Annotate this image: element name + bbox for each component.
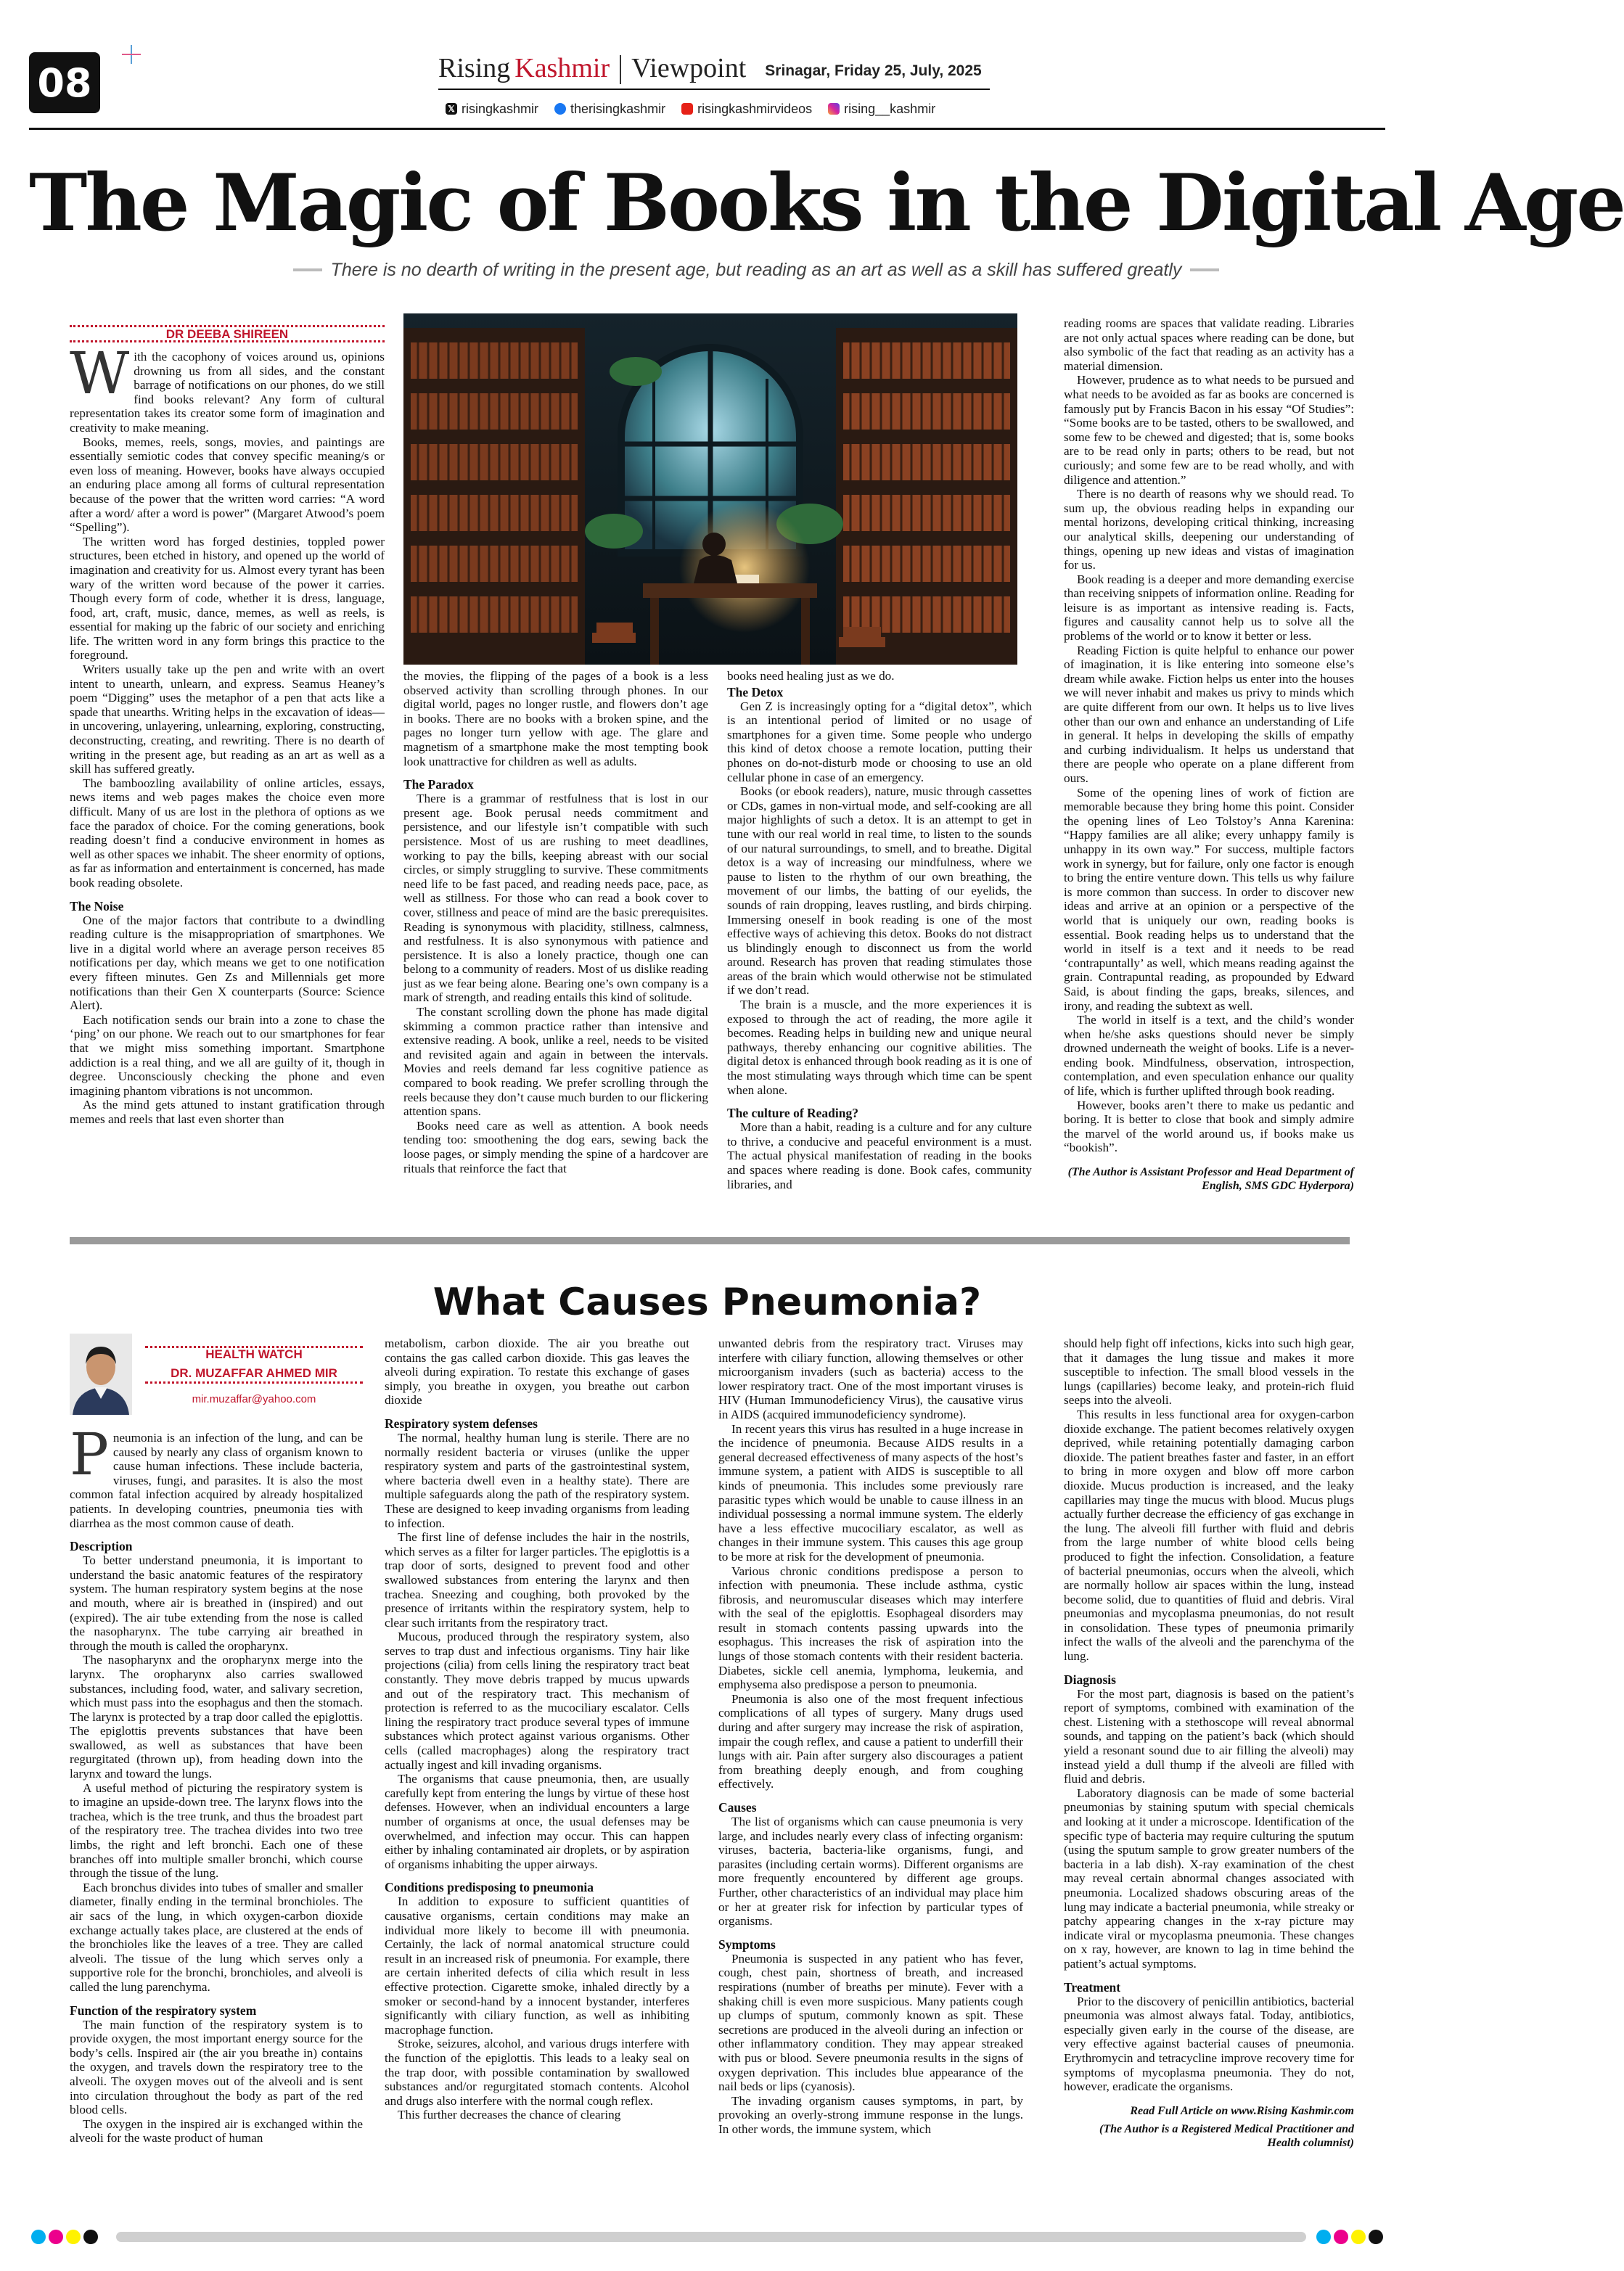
paragraph: There is a grammar of restfulness that is lost in our present age. Book perusal needs commitment and persistence, and our lifestyle isn’t compatible with such persistence. Most of us are rushing to meet deadlines, working to pay the bills, keeping abreast with our social circles, or simply struggling to survive. These commitments need life to be fast paced, and reading needs pace, pace, as well as stillness. For those who can read a book cover to cover, stillness and peace of mind are the basic prerequisites. Reading is synonymous with placidity, stillness, calmness, and restfulness. It is also synonymous with patience and persistence. It is also a lonely practice, though one can belong to a community of readers. Most of us dislike reading just as we fear being alone. Bearing one’s own company is a mark of strength, and reading entails this kind of solitude.: [403, 792, 708, 1005]
paragraph: Books need care as well as attention. A book needs tending too: smoothening the dog ears, sewing back the loose pages, or simply mending the spine of a hardcover are rituals that reinforce the fact that: [403, 1118, 708, 1175]
article1-column-2: [403, 669, 708, 1220]
subheading: The Detox: [727, 684, 784, 699]
section-divider: [70, 1237, 1350, 1244]
author-photo: [70, 1334, 132, 1415]
subheading: Function of the respiratory system: [70, 2003, 257, 2018]
article2-column-4: [1064, 1336, 1354, 2235]
paragraph: One of the major factors that contribute to a dwindling reading culture is the misappropriation of smartphones. We live in a digital world where an average person receives 85 notifications per day, which means we get to one notification every fifteen minutes. Gen Zs and Millennials get more notifications than their Gen X counterparts (Source: Science Alert).: [70, 913, 385, 1013]
paragraph: Pneumonia is suspected in any patient who has fever, cough, chest pain, shortness of breath, and increased respirations (number of breaths per minute). Fever with a shaking chill is even more suspicious. Many patients cough up clumps of sputum, commonly known as spit. These secretions are produced in the alveoli during an infection or other inflammatory condition. They may appear streaked with pus or blood. Severe pneumonia results in the signs of oxygen deprivation. This includes blue appearance of the nail beds or lips (cyanosis).: [718, 1951, 1023, 2094]
social-handle: rising__kashmir: [844, 101, 936, 116]
article1-deck: There is no dearth of writing in the present age, but reading as an art as well as a skill has suffered greatly: [330, 260, 1182, 280]
paragraph: Various chronic conditions predispose a person to infection with pneumonia. These include asthma, cystic fibrosis, and neuromuscular diseases which may interfere with the seal of the epiglottis. Esophageal disorders may result in stomach contents passing upwards into the esophagus. This increases the risk of aspiration into the lungs of those stomach contents with their resident bacteria. Diabetes, sickle cell anemia, lymphoma, leukemia, and emphysema also predispose a person to pneumonia.: [718, 1564, 1023, 1692]
social-instagram[interactable]: [828, 102, 935, 117]
x-icon: 𝕏: [446, 103, 457, 115]
article2-column-2: [385, 1336, 689, 2235]
paragraph: reading rooms are spaces that validate reading. Libraries are not only actual spaces where reading can be done, but also symbolic of the fact that reading as an activity has a material dimension.: [1064, 316, 1354, 373]
subheading: Diagnosis: [1064, 1672, 1116, 1687]
section-label: HEALTH WATCH: [145, 1346, 363, 1362]
dateline: Srinagar, Friday 25, July, 2025: [765, 62, 982, 79]
author-credit: (The Author is a Registered Medical Practitioner and Health columnist): [1099, 2122, 1354, 2149]
library-scene-image: [403, 313, 1017, 665]
social-handles: [446, 99, 997, 119]
color-registration-strip: [29, 2227, 1385, 2246]
subheading: The Paradox: [403, 777, 474, 792]
paragraph: The world in itself is a text, and the child’s wonder when he/she asks questions should never be simply drowned underneath the weight of books. Life is a never-ending book. Mindfulness, observation, introspection, contemplation, and even speculation enhance our quality of life, which is further uplifted through book reading.: [1064, 1013, 1354, 1098]
paragraph: There is no dearth of reasons why we should read. To sum up, the obvious reading helps in expanding our mental horizons, developing critical thinking, increasing our analytical skills, deepening our understanding of things, opening up new ideas and vistas of imagination for us.: [1064, 487, 1354, 572]
paragraph: Books (or ebook readers), nature, music through cassettes or CDs, games in non-virtual mode, and self-cooking are all major highlights of such a detox. It is an attempt to get in tune with our real world in real time, to listen to the sounds of our natural surroundings, to smell, and to breathe. Digital detox is a way of increasing our mindfulness, where we pause to listen to the rhythm of our own breathing, the movement of our limbs, the batting of our eyelids, the sounds of rain dropping, leaves rustling, and birds chirping. Immersing oneself in book reading is one of the most effective ways of achieving this detox. Books do not distract us blindingly enough to disconnect us from the world around. Research has proven that reading stimulates those areas of the brain which would otherwise not be stimulated if we don’t read.: [727, 784, 1032, 998]
social-handle: risingkashmir: [462, 101, 539, 116]
registration-mark-icon: [122, 45, 141, 64]
article2-headline: What Causes Pneumonia?: [432, 1281, 982, 1324]
deck-ornament-right: [1190, 268, 1219, 271]
social-youtube[interactable]: [681, 102, 812, 117]
paragraph: The normal, healthy human lung is sterile. There are no normally resident bacteria or viruses (unlike the upper respiratory system and parts of the gastrointestinal system, where bacteria dwell even in a healthy state). There are multiple safeguards along the path of the respiratory system. These are designed to keep invading organisms from leading to infection.: [385, 1430, 689, 1530]
paragraph: A useful method of picturing the respiratory system is to imagine an upside-down tree. The larynx flows into the trachea, which is the tree trunk, and thus the broadest part of the respiratory tree. The trachea divides into two tree limbs, the right and left bronchi. Each one of these branches off into multiple smaller bronchi, which course through the tissue of the lung.: [70, 1781, 363, 1881]
article1-column-3: [727, 669, 1032, 1220]
instagram-icon: [828, 103, 840, 115]
social-handle: risingkashmirvideos: [697, 101, 813, 116]
paragraph: The bamboozling availability of online articles, essays, news items and web pages makes the choice even more difficult. Many of us are lost in the plethora of options as we face the paradox of choice. For the coming generations, book reading doesn’t find a conducive environment in homes as well as other spaces we inhabit. The sheer enormity of options, as far as information and entertainment is concerned, has made book reading obsolete.: [70, 776, 385, 890]
brand-name-first: Rising: [438, 53, 511, 83]
article1-headline: The Magic of Books in the Digital Age: [29, 157, 1624, 249]
paragraph: ith the cacophony of voices around us, opinions drowning us from all sides, and the constant barrage of notifications on our phones, do we still find books relevant? Any form of cultural representation takes its creator some form of imagination and creativity to make meaning.: [70, 350, 385, 435]
paragraph: The organisms that cause pneumonia, then, are usually carefully kept from entering the lungs by virtue of these host defenses. However, when an individual encounters a large number of organisms at once, the usual defenses may be overwhelmed, and infection may occur. This can happen either by inhaling contaminated air droplets, or by aspiration of organisms inhabiting the upper airways.: [385, 1772, 689, 1871]
author-credit: (The Author is Assistant Professor and Head Department of English, SMS GDC Hyderpora): [1067, 1166, 1354, 1193]
paragraph: Each notification sends our brain into a zone to chase the ‘ping’ on our phone. We reach out to our smartphones for fear that we might miss something important. Smartphone addiction is a real thing, and we all are guilty of it, though in degree. Unconsciously checking the phone and even imagining phantom vibrations is not uncommon.: [70, 1012, 385, 1098]
paragraph: The invading organism causes symptoms, in part, by provoking an overly-strong immune response in the lungs. In other words, the immune system, which: [718, 2093, 1023, 2136]
youtube-icon: [681, 103, 693, 115]
paragraph: neumonia is an infection of the lung, and can be caused by nearly any class of organism known to cause human infections. These include bacteria, viruses, fungi, and parasites. It is also the most common fatal infection acquired by already hospitalized patients. In developing countries, pneumonia ties with diarrhea as the most common cause of death.: [70, 1431, 363, 1530]
article1-column-1: [70, 340, 385, 1246]
subheading: The Noise: [70, 898, 124, 913]
dropcap: P: [70, 1421, 109, 1488]
paragraph: Books, memes, reels, songs, movies, and paintings are essentially semiotic codes that convey specific meaning/s or even loss of meaning. However, books have always occupied an enduring place among all forms of cultural representation because of the power that the written word carries: “A word after a word/ after a word is power” (Margaret Atwood’s poem “Spelling”).: [70, 435, 385, 535]
paragraph: metabolism, carbon dioxide. The air you breathe out contains the gas called carbon dioxide. This gas leaves the alveoli during expiration. To restate this exchange of gases simply, you breathe in oxygen, you breathe out carbon dioxide: [385, 1336, 689, 1408]
bookshelf-right: [836, 328, 1017, 665]
paragraph: However, prudence as to what needs to be pursued and what needs to be avoided as far as books are concerned is famously put by Francis Bacon in his essay “Of Studies”: “Some books are to be tasted, others to be swallowed, and some few to be chewed and digested; that is, some books are to be read only in parts; others to be read, but not curiously; and some few are to be read wholly, and with diligence and attention.”: [1064, 373, 1354, 487]
paragraph: In addition to exposure to sufficient quantities of causative organisms, certain conditions may make an individual more likely to become ill with pneumonia. Certainly, the lack of normal anatomical structure could result in an increased risk of pneumonia. For example, there are certain inherited defects of cilia which result in less effective protection. Cigarette smoke, inhaled directly by a smoker or second-hand by a innocent bystander, interferes significantly with ciliary function, as well as inhibiting macrophage function.: [385, 1894, 689, 2037]
paragraph: Some of the opening lines of work of fiction are memorable because they bring home this point. Consider the opening lines of Leo Tolstoy’s Anna Karenina: “Happy families are all alike; every unhappy family is unhappy in its own way.” For success, multiple factors work in synergy, but for failure, only one factor is enough to bring the entire venture down. This tells us why failure is more common than success. In order to discover new ideas and arrive at an opinion or a perspective of the world that is uniquely our own, reading books is essential. Book reading helps us to understand that the world in itself is a text and it needs to be read ‘contrapuntally’ as well, which means reading against the grain. Contrapuntal reading, as propounded by Edward Said, is about finding the gaps, breaks, silences, and irony, and reading the subtext as well.: [1064, 785, 1354, 1013]
paragraph: books need healing just as we do.: [727, 669, 895, 683]
paragraph: Book reading is a deeper and more demanding exercise than receiving snippets of information online. Reading for leisure is as important as intensive reading is. Facts, figures and causality cannot help us to solve all the problems of the world or to know it better or less.: [1064, 572, 1354, 644]
paragraph: This further decreases the chance of clearing: [398, 2108, 621, 2122]
paragraph: Prior to the discovery of penicillin antibiotics, bacterial pneumonia was almost always fatal. Today, antibiotics, especially given early in the course of the disease, are very effective against bacterial causes of pneumonia. Erythromycin and tetracycline improve recovery time for symptoms of mycoplasma pneumonia. They do not, however, eradicate the organisms.: [1064, 1994, 1354, 2094]
paragraph: The list of organisms which can cause pneumonia is very large, and includes nearly every class of infecting organism: viruses, bacteria, bacteria-like organisms, fungi, and parasites (including certain worms). Different organisms are more frequently encountered by different age groups. Further, other characteristics of an individual may place him or her at greater risk for infection by particular types of organisms.: [718, 1815, 1023, 1929]
brand-name-second: Kashmir: [514, 53, 610, 83]
paragraph: Each bronchus divides into tubes of smaller and smaller diameter, finally ending in the terminal bronchioles. The air sacs of the lung, in which oxygen-carbon dioxide exchange actually takes place, are clustered at the ends of the bronchioles like the leaves of a tree. They are called alveoli. The tissue of the lung which serves only a supportive role for the bronchi, bronchioles, and alveoli is called the lung parenchyma.: [70, 1880, 363, 1994]
article2-column-1: [70, 1421, 363, 2235]
header-rule: [29, 128, 1385, 130]
deck-ornament-left: [293, 268, 322, 271]
paragraph: Laboratory diagnosis can be made of some bacterial pneumonias by staining sputum with special chemicals and looking at it under a microscope. Identification of the specific type of bacteria may require culturing the sputum (using the sputum sample to grow greater numbers of the bacteria in a lab dish). X-ray examination of the chest may reveal certain abnormal changes associated with pneumonia. Localized shadows obscuring areas of the lung may indicate a bacterial pneumonia, while streaky or patchy appearing changes in the x-ray picture may indicate viral or mycoplasma pneumonia. These changes on x ray, however, are known to lag in time behind the patient’s actual symptoms.: [1064, 1786, 1354, 1971]
masthead: [438, 51, 1004, 84]
paragraph: For the most part, diagnosis is based on the patient’s report of symptoms, combined with examination of the chest. Listening with a stethoscope will reveal abnormal sounds, and tapping on the patient’s back (which should yield a resonant sound due to air filling the alveoli) may instead yield a dull thump if the alveoli are filled with fluid and debris.: [1064, 1686, 1354, 1786]
subheading: Description: [70, 1539, 133, 1554]
paragraph: Mucous, produced through the respiratory system, also serves to trap dust and infectious organisms. Tiny hair like projections (cilia) from cells lining the respiratory tract beat constantly. They move debris trapped by mucus upwards and out of the respiratory tract. This mechanism of protection is referred to as the mucociliary escalator. Cells lining the respiratory tract produce several types of immune substances which protect against various organisms. Other cells (called macrophages) along the respiratory tract actually ingest and kill invading organisms.: [385, 1630, 689, 1772]
read-more-link[interactable]: Read Full Article on www.Rising Kashmir.com: [1130, 2104, 1354, 2117]
subheading: Respiratory system defenses: [385, 1416, 538, 1431]
bookshelf-left: [403, 328, 585, 665]
paragraph: However, books aren’t there to make us pedantic and boring. It is better to close that book and simply admire the marvel of the world around us, if books make us “bookish”.: [1064, 1098, 1354, 1155]
paragraph: The brain is a muscle, and the more experiences it is exposed to through the act of reading, the more agile it becomes. Reading helps in building new and unique neural pathways, thereby enhancing our cognitive abilities. The digital detox is enhanced through book reading as it is one of the most stimulating ways through which time can be spent when alone.: [727, 998, 1032, 1097]
subheading: Treatment: [1064, 1979, 1121, 1995]
paragraph: The first line of defense includes the hair in the nostrils, which serves as a filter for larger particles. The epiglottis is a trap door of sorts, designed to prevent food and other swallowed substances from entering the larynx and then trachea. Sneezing and coughing, both provoked by the presence of irritants within the respiratory system, help to clear such irritants from the respiratory tract.: [385, 1530, 689, 1630]
library-illustration: [403, 313, 1017, 665]
paragraph: More than a habit, reading is a culture and for any culture to thrive, a conducive and peaceful environment is a must. The actual physical manifestation of reading in the books and spaces where reading is done. Book cafes, community libraries, and: [727, 1120, 1032, 1191]
paragraph: Stroke, seizures, alcohol, and various drugs interfere with the function of the epiglottis. This leads to a leaky seal on the trap door, with possible contamination by swallowed substances and/or regurgitated stomach contents. Alcohol and drugs also interfere with the normal cough reflex.: [385, 2037, 689, 2108]
author-email[interactable]: mir.muzaffar@yahoo.com: [192, 1393, 316, 1405]
facebook-icon: [554, 103, 566, 115]
paragraph: This results in less functional area for oxygen-carbon dioxide exchange. The patient becomes relatively oxygen deprived, while retaining potentially damaging carbon dioxide. The patient breathes faster and faster, in an effort to bring in more oxygen and blow off more carbon dioxide. Mucus production is increased, and the leaky capillaries may tinge the mucus with blood. Mucus plugs actually further decrease the efficiency of gas exchange in the lung. The alveoli fill further with fluid and debris from the large number of white blood cells being produced to fight the infection. Consolidation, a feature of bacterial pneumonias, occurs when the alveoli, which are normally hollow air spaces within the lung, instead become solid, due to quantities of fluid and debris. Viral pneumonias and mycoplasma pneumonias, do not result in consolidation. These types of pneumonia primarily infect the walls of the alveoli and the parenchyma of the lung.: [1064, 1407, 1354, 1664]
masthead-separator: [620, 55, 621, 84]
subheading: The culture of Reading?: [727, 1106, 858, 1121]
paragraph: In recent years this virus has resulted in a huge increase in the incidence of pneumonia. Because AIDS results in a general decreased effectiveness of many aspects of the host’s immune system, a patient with AIDS is susceptible to all kinds of pneumonia. This includes some previously rare parasitic types which would be unable to cause illness in an individual possessing a normal immune system. The elderly have a less effective mucociliary escalator, as well as changes in their immune system. This causes this age group to be more at risk for the development of pneumonia.: [718, 1421, 1023, 1564]
subheading: Symptoms: [718, 1937, 776, 1952]
paragraph: the movies, the flipping of the pages of a book is a less observed activity than scrolling through phones. In our digital world, pages no longer rustle, and flowers don’t age in books. There are no books with a broken spine, and the pages no longer turn yellow with age. The glare and magnetism of a smartphone make the most tempting book look unattractive for children as well as adults.: [403, 669, 708, 768]
paragraph: The constant scrolling down the phone has made digital skimming a common practice rather than intensive and extensive reading. A book, unlike a reel, needs to be visited and revisited again and again in between the intervals. Movies and reels demand far less cognitive patience as compared to book reading. We prefer scrolling through the reels because they don’t cause much burden to our flickering attention spans.: [403, 1005, 708, 1119]
paragraph: The main function of the respiratory system is to provide oxygen, the most important energy source for the body’s cells. Inspired air (the air you breathe in) contains the oxygen, and travels down the respiratory tree to the alveoli. The oxygen moves out of the alveoli and is sent into circulation throughout the body as part of the red blood cells.: [70, 2017, 363, 2117]
masthead-rule: [438, 89, 990, 90]
paragraph: should help fight off infections, kicks into such high gear, that it damages the lung tissue and makes it more susceptible to infection. The small blood vessels in the lungs (capillaries) become leaky, and protein-rich fluid seeps into the alveoli.: [1064, 1336, 1354, 1408]
paragraph: The written word has forged destinies, toppled power structures, been etched in history, and opened up the world of imagination and creativity for us. Almost every tyrant has been wary of the written word because of the power it carries. Though every form of code, whether it is dress, language, food, art, craft, music, dance, memes, as well as reels, is essential for making up the fabric of our society and enriching life. The written word in any form brings this practice to the foreground.: [70, 534, 385, 662]
paragraph: Gen Z is increasingly opting for a “digital detox”, which is an intentional period of limited or no usage of smartphones for a given time. Some people who undergo this kind of detox choose a remote location, putting their phones on do-not-disturb mode or choosing to use an old cellular phone in case of an emergency.: [727, 699, 1032, 784]
dropcap: W: [70, 340, 130, 407]
article1-byline: DR DEEBA SHIREEN: [70, 325, 385, 342]
paragraph: Pneumonia is also one of the most frequent infectious complications of all types of surgery. Many drugs used during and after surgery may increase the risk of aspiration, impair the cough reflex, and cause a patient to underfill their lungs with air. Pain after surgery also discourages a patient from breathing deeply enough, and from coughing effectively.: [718, 1691, 1023, 1791]
social-facebook[interactable]: [554, 102, 665, 117]
paragraph: The oxygen in the inspired air is exchanged within the alveoli for the waste product of human: [70, 2116, 363, 2145]
paragraph: To better understand pneumonia, it is important to understand the basic anatomic features of the respiratory system. The human respiratory system begins at the nose and mouth, where air is breathed in (inspired) and out (expired). The air tube extending from the nose is called the nasopharynx. The tube carrying air breathed in through the mouth is called the oropharynx.: [70, 1553, 363, 1653]
article2-column-3: [718, 1336, 1023, 2235]
paragraph: As the mind gets attuned to instant gratification through memes and reels that last even shorter than: [70, 1098, 385, 1126]
subheading: Conditions predisposing to pneumonia: [385, 1880, 594, 1895]
article1-column-4: [1064, 316, 1354, 1216]
article2-byline: DR. MUZAFFAR AHMED MIR: [145, 1366, 363, 1384]
subheading: Causes: [718, 1800, 757, 1815]
section-name: Viewpoint: [631, 53, 747, 83]
paragraph: Reading Fiction is quite helpful to enhance our power of imagination, it is like entering into someone else’s dream while awake. Fiction helps us enter into the houses we will never inhabit and makes us privy to minds which are quite different from our own. It helps us to live lives other than our own and enhance an understanding of Life in general. It helps in developing the skills of empathy and curbing individualism. It helps us understand that there are people who operate on a plane different from ours.: [1064, 643, 1354, 785]
paragraph: Writers usually take up the pen and write with an overt intent to unearth, unlearn, and express. Seamus Heaney’s poem “Digging” uses the metaphor of a pen that acts like a spade that unearths. Writing helps in the excavation of ideas—in uncovering, unlayering, unlearning, exploring, constructing, deconstructing, creating, and rewriting. There is no dearth of writing in the present age, but reading as an art as well as a skill has suffered greatly.: [70, 662, 385, 776]
paragraph: The nasopharynx and the oropharynx merge into the larynx. The oropharynx also carries swallowed substances, including food, water, and salivary secretion, which must pass into the esophagus and then the stomach. The larynx is protected by a trap door called the epiglottis. The epiglottis prevents substances that have been swallowed, as well as substances that have been regurgitated (thrown up), from heading down into the larynx and toward the lungs.: [70, 1653, 363, 1781]
desk: [643, 583, 817, 598]
page-number: 08: [29, 52, 100, 113]
author-avatar: [70, 1334, 132, 1415]
paragraph: unwanted debris from the respiratory tract. Viruses may interfere with ciliary function, allowing themselves or other microorganism invaders (such as bacteria) access to the lower respiratory tract. One of the most important viruses is HIV (Human Immunodeficiency Virus), the causative virus in AIDS (acquired immunodeficiency syndrome).: [718, 1336, 1023, 1421]
social-handle: therisingkashmir: [570, 101, 666, 116]
social-x[interactable]: [446, 102, 538, 117]
